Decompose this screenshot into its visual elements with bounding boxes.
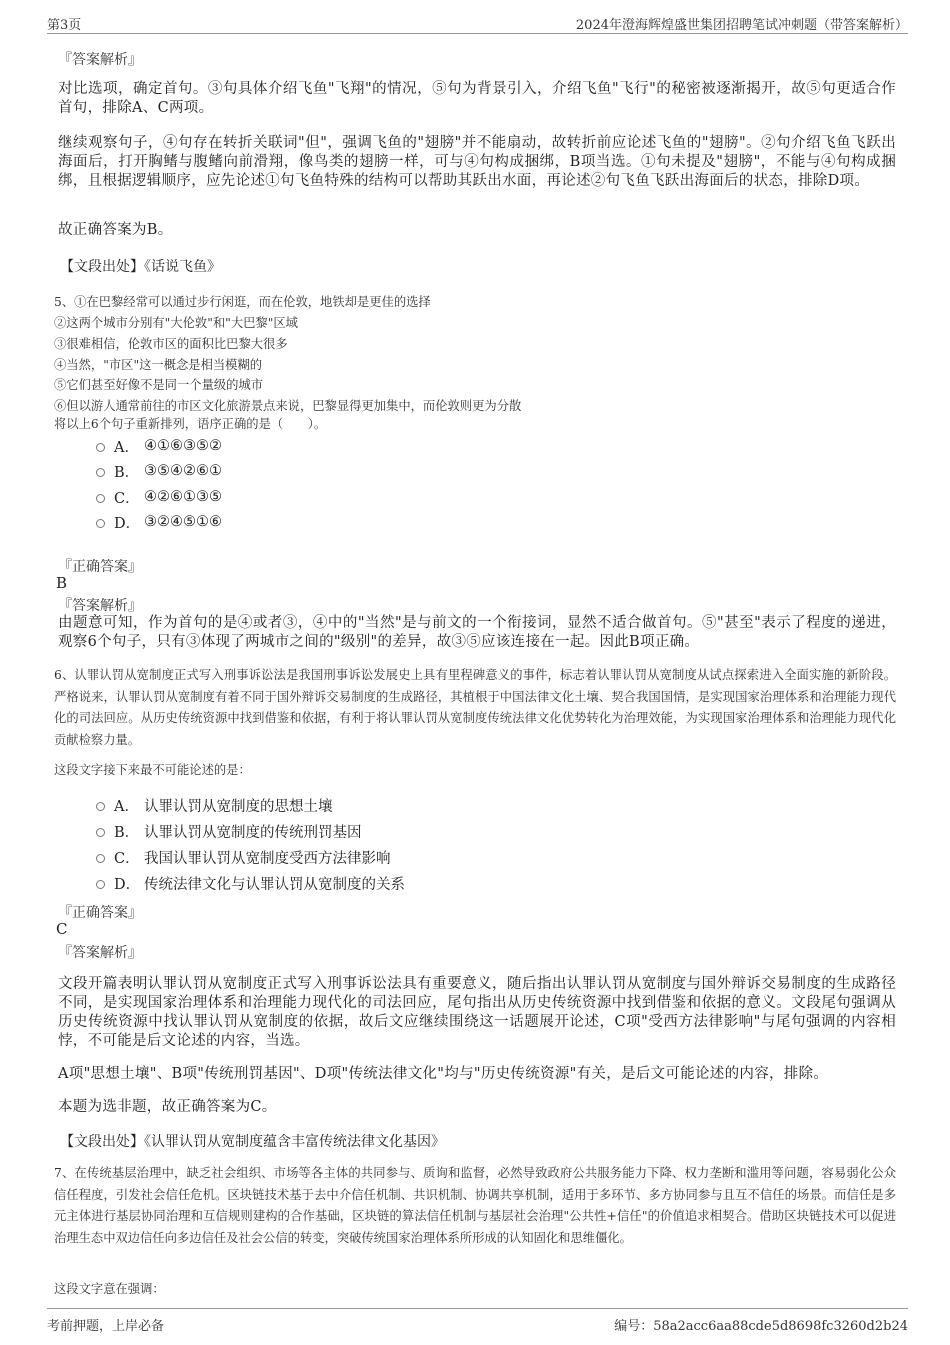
option-letter: A． [114,798,139,815]
q6-option-d[interactable] [96,874,405,892]
q4-analysis-conclusion: 故正确答案为B。 [58,222,173,238]
q5-option-d[interactable] [96,513,222,531]
q4-analysis-label: 『答案解析』 [58,52,142,68]
radio-button-icon[interactable] [96,519,105,528]
q5-question: 将以上6个句子重新排列，语序正确的是（ ）。 [54,417,327,431]
q6-correct-label: 『正确答案』 [58,905,142,921]
q6-correct-answer: C [56,920,68,938]
q6-source: 【文段出处】《认罪认罚从宽制度蕴含丰富传统法律文化基因》 [60,1134,445,1150]
radio-button-icon[interactable] [96,443,105,452]
option-letter: C． [114,850,140,867]
document-id: 编号：58a2acc6aa88cde5d8698fc3260d2b24 [614,1319,908,1334]
q6-analysis-paragraph-1: 文段开篇表明认罪认罚从宽制度正式写入刑事诉讼法具有重要意义，随后指出认罪认罚从宽制度与国外辩诉交易制度的生成路径不同，是实现国家治理体系和治理能力现代化的司法回应，尾句指出从历史传统资源中找到借鉴和依据的意义。文段尾句强调从历史传统资源中找认罪认罚从宽制度的依据，故后文应继续围绕这一话题展开论述，C项"受西方法律影响"与尾句强调的内容相悖，不可能是后文论述的内容，当选。 [58,976,896,1049]
page-header [0,0,950,34]
radio-button-icon[interactable] [96,802,105,811]
q6-option-a[interactable] [96,796,333,814]
q6-question: 这段文字接下来最不可能论述的是： [54,763,251,777]
q6-analysis-label: 『答案解析』 [58,945,142,961]
option-text: ③⑤④②⑥① [144,463,222,479]
q7-passage: 7、在传统基层治理中，缺乏社会组织、市场等各主体的共同参与、质询和监督，必然导致政府公共服务能力下降、权力垄断和滥用等问题，容易弱化公众信任程度，引发社会信任危机。区块链技术基于去中介信任机制、共识机制、协调共享机制，适用于多环节、多方协同参与且互不信任的场景。而信任是多元主体进行基层协同治理和互信规则建构的合作基础，区块链的算法信任机制与基层社会治理"公共性+信任"的价值追求相契合。借助区块链技术可以促进治理生态中双边信任向多边信任及社会公信的转变，突破传统国家治理体系所形成的认知固化和思维僵化。 [54,1166,896,1245]
radio-button-icon[interactable] [96,854,105,863]
q5-correct-label: 『正确答案』 [58,559,142,575]
radio-button-icon[interactable] [96,880,105,889]
q5-analysis-label: 『答案解析』 [58,598,142,614]
q5-line-5: ⑤它们甚至好像不是同一个量级的城市 [54,378,264,392]
page-footer [0,1308,950,1345]
q5-line-6: ⑥但以游人通常前往的市区文化旅游景点来说，巴黎显得更加集中，而伦敦则更为分散 [54,399,522,413]
option-letter: B． [114,464,140,481]
q4-source: 【文段出处】《话说飞鱼》 [60,259,221,275]
radio-button-icon[interactable] [96,468,105,477]
option-text: 我国认罪认罚从宽制度受西方法律影响 [144,850,391,867]
document-title: 2024年澄海辉煌盛世集团招聘笔试冲刺题（带答案解析） [575,18,908,33]
radio-button-icon[interactable] [96,494,105,503]
option-letter: C． [114,490,140,507]
option-text: 认罪认罚从宽制度的传统刑罚基因 [144,824,362,841]
option-letter: A． [114,439,139,456]
q5-line-3: ③很难相信，伦敦市区的面积比巴黎大很多 [54,337,288,351]
page-number: 第3页 [47,18,82,33]
q5-option-b[interactable] [96,462,222,480]
option-text: ③②④⑤①⑥ [144,514,222,530]
option-text: 认罪认罚从宽制度的思想土壤 [144,798,333,815]
option-letter: B． [114,824,140,841]
q5-line-2: ②这两个城市分别有"大伦敦"和"大巴黎"区域 [54,316,298,330]
q4-analysis-paragraph-2: 继续观察句子，④句存在转折关联词"但"，强调飞鱼的"翅膀"并不能扇动，故转折前应论述飞鱼的"翅膀"。②句介绍飞鱼飞跃出海面后，打开胸鳍与腹鳍向前滑翔，像鸟类的翅膀一样，可与④句构成捆绑，B项当选。①句未提及"翅膀"，不能与④句构成捆绑，且根据逻辑顺序，应先论述①句飞鱼特殊的结构可以帮助其跃出水面，再论述②句飞鱼飞跃出海面后的状态，排除D项。 [58,135,896,189]
option-letter: D． [114,876,141,893]
option-text: ④①⑥③⑤② [144,438,222,454]
header-divider [47,33,908,34]
option-text: 传统法律文化与认罪认罚从宽制度的关系 [144,876,405,893]
q6-option-b[interactable] [96,822,362,840]
q6-option-c[interactable] [96,848,391,866]
q5-line-4: ④当然，"市区"这一概念是相当模糊的 [54,358,263,372]
q5-option-c[interactable] [96,488,222,506]
q7-question: 这段文字意在强调： [54,1282,165,1296]
radio-button-icon[interactable] [96,828,105,837]
q6-analysis-conclusion: 本题为选非题，故正确答案为C。 [58,1099,277,1115]
q5-option-a[interactable] [96,437,222,455]
q5-correct-answer: B [56,574,68,592]
footer-slogan: 考前押题，上岸必备 [47,1319,165,1334]
q5-analysis: 由题意可知，作为首句的是④或者③，④中的"当然"是与前文的一个衔接词，显然不适合做首句。⑤"甚至"表示了程度的递进，观察6个句子，只有③体现了两城市之间的"级别"的差异，故③⑤应该连接在一起。因此B项正确。 [58,615,896,650]
footer-divider [47,1308,908,1309]
q5-line-1: 5、①在巴黎经常可以通过步行闲逛，而在伦敦，地铁却是更佳的选择 [54,295,431,309]
q4-analysis-paragraph-1: 对比选项，确定首句。③句具体介绍飞鱼"飞翔"的情况，⑤句为背景引入，介绍飞鱼"飞行"的秘密被逐渐揭开，故⑤句更适合作首句，排除A、C两项。 [58,81,896,116]
q6-analysis-paragraph-2: A项"思想土壤"、B项"传统刑罚基因"、D项"传统法律文化"均与"历史传统资源"有关，是后文可能论述的内容，排除。 [58,1066,829,1082]
option-letter: D． [114,515,141,532]
q6-passage: 6、认罪认罚从宽制度正式写入刑事诉讼法是我国刑事诉讼发展史上具有里程碑意义的事件，标志着认罪认罚从宽制度从试点探索进入全面实施的新阶段。严格说来，认罪认罚从宽制度有着不同于国外辩诉交易制度的生成路径，其植根于中国法律文化土壤、契合我国国情，是实现国家治理体系和治理能力现代化的司法回应。从历史传统资源中找到借鉴和依据，有利于将认罪认罚从宽制度传统法律文化优势转化为治理效能，为实现国家治理体系和治理能力现代化贡献检察力量。 [54,668,896,747]
option-text: ④②⑥①③⑤ [144,489,222,505]
